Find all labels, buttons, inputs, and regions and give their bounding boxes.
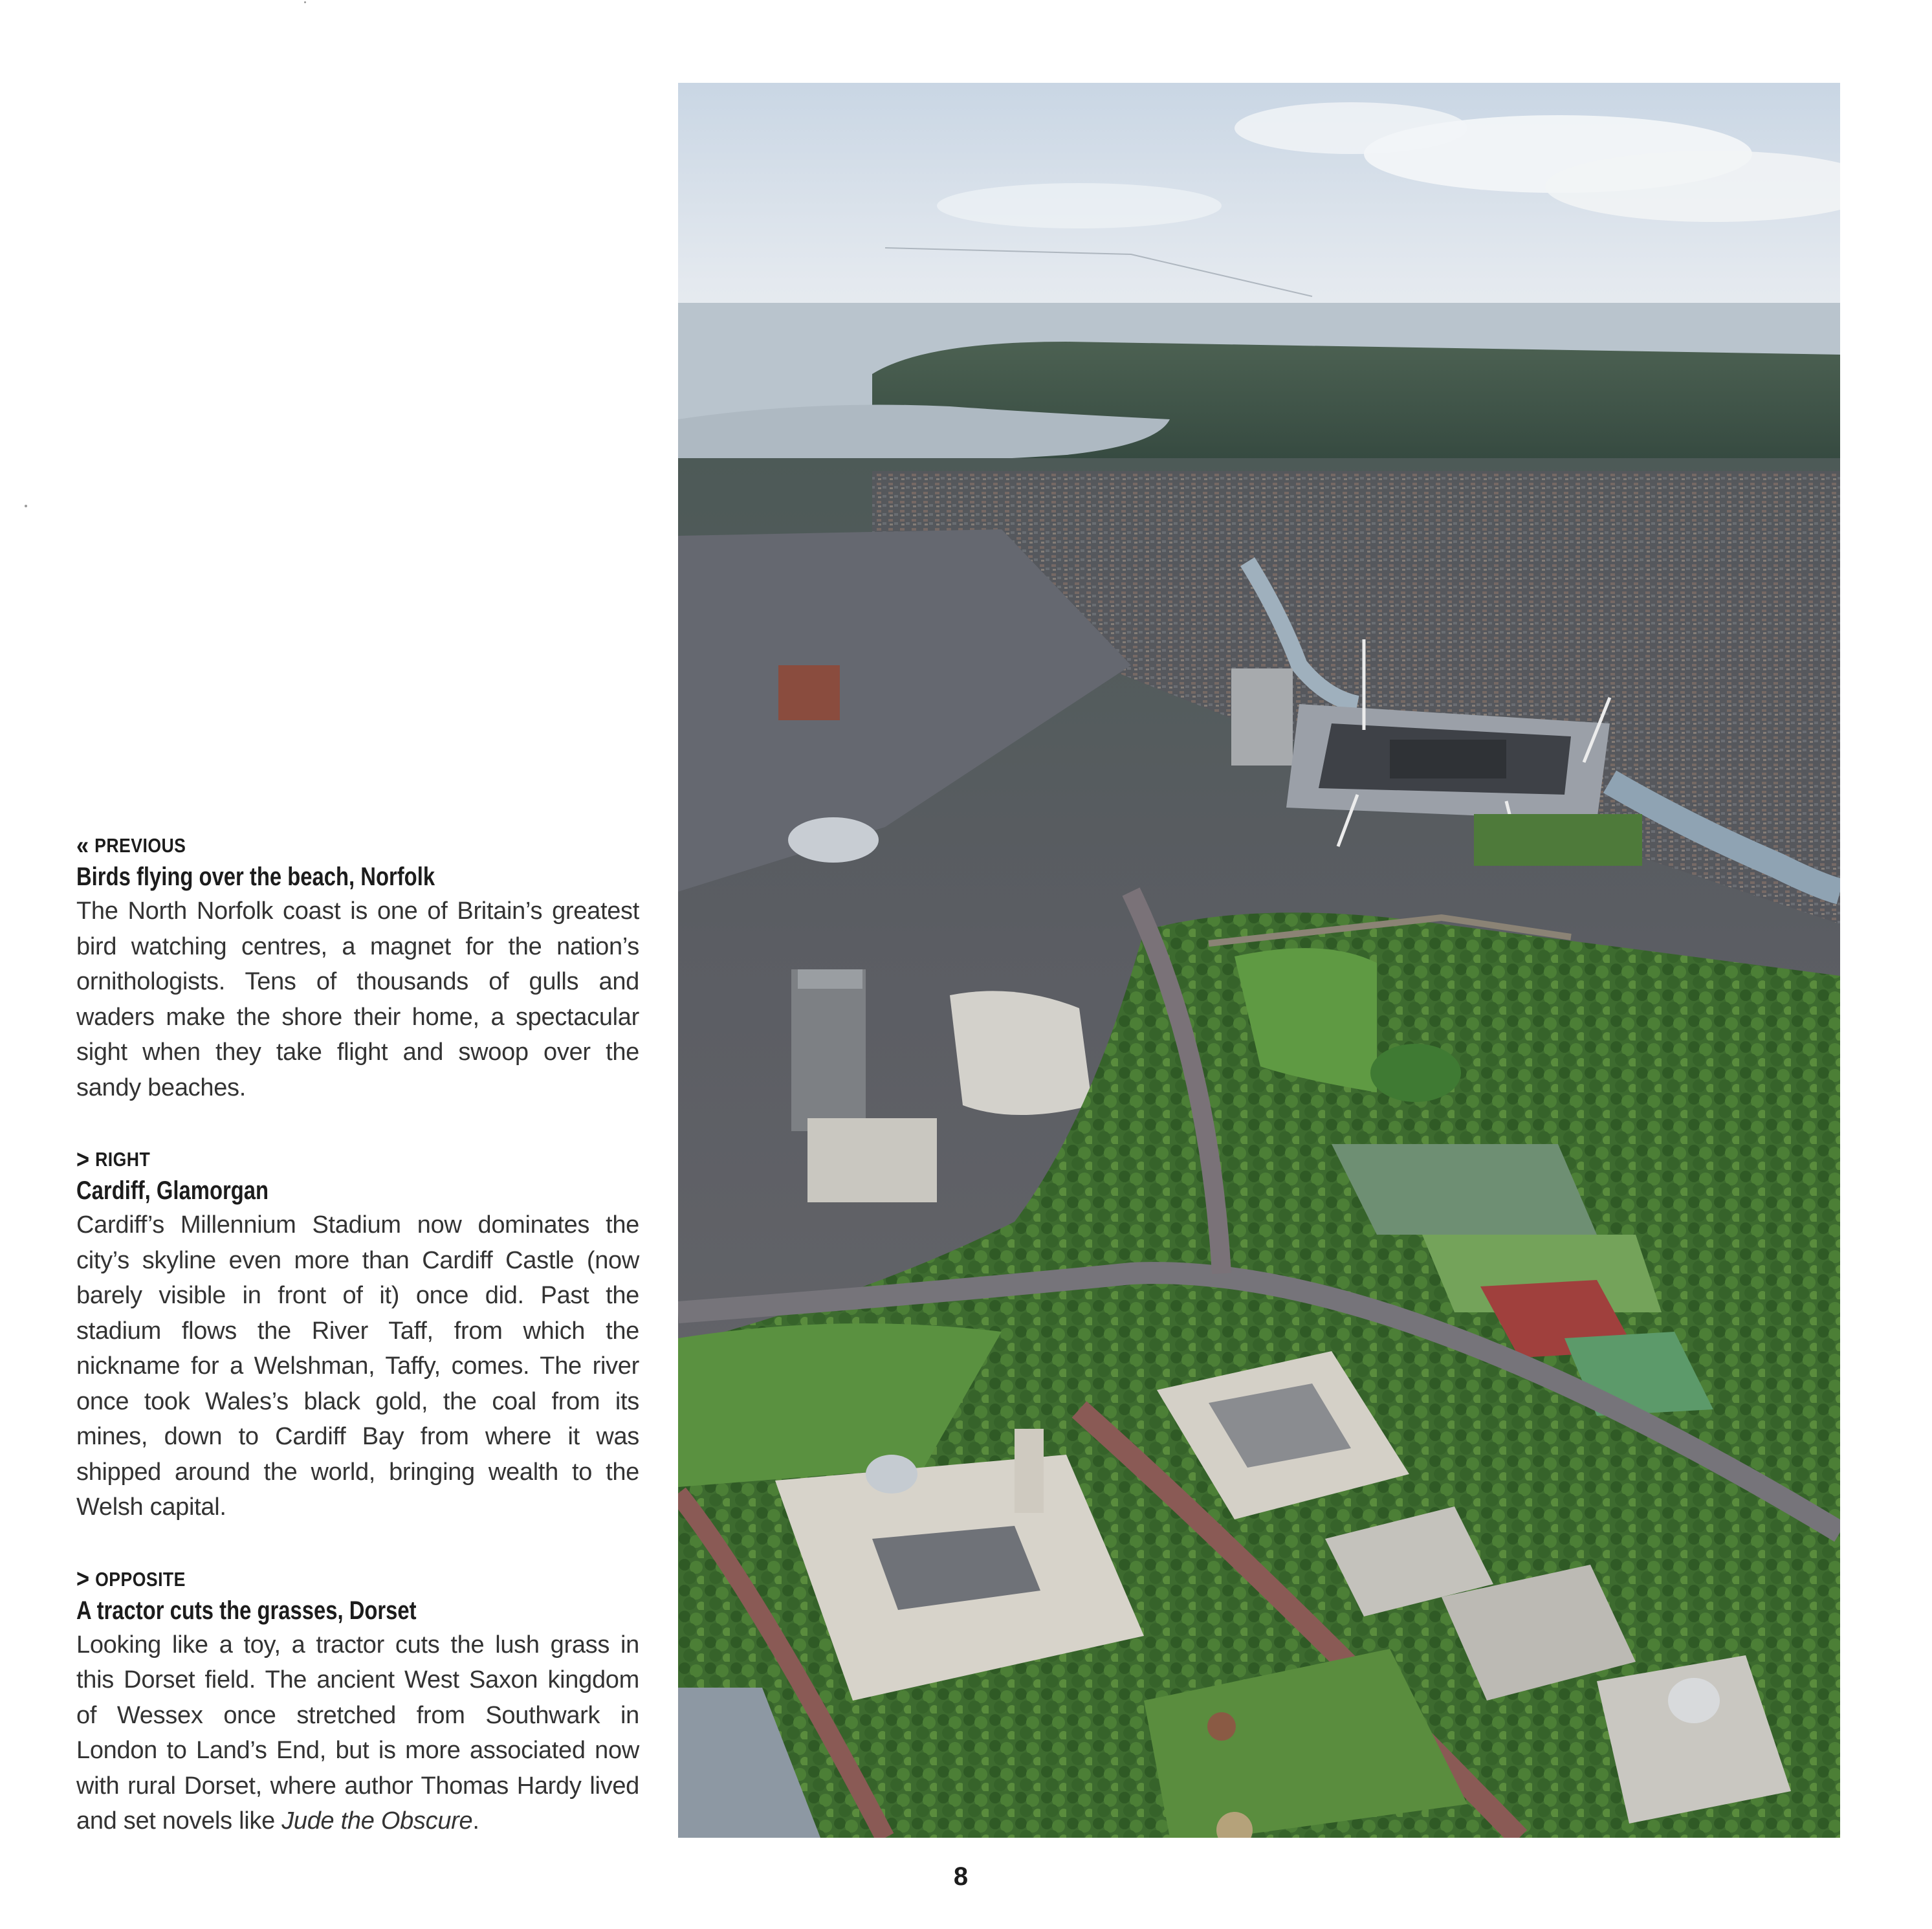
page-number: 8 xyxy=(953,1862,969,1891)
aerial-photo-illustration xyxy=(678,83,1840,1838)
caption-direction-label: PREVIOUS xyxy=(94,834,186,857)
garden-feature xyxy=(1207,1712,1236,1741)
high-rise xyxy=(791,969,866,1131)
caption-opposite xyxy=(76,1565,639,1839)
caption-body-text: Looking like a toy, a tractor cuts the lush grass in this Dorset field. The ancient West Saxon kingdom of Wessex once stretched from Southwark in London to Land’s End, but is more associated now with rural Dorset, where author Thomas Hardy lived and set novels like xyxy=(76,1631,639,1835)
caption-body: The North Norfolk coast is one of Britain’s greatest bird watching centres, a magnet for the nation’s ornithologists. Tens of thousands of gulls and waders make the shore their home, a spectacular sight when they take flight and swoop over the sandy beaches. xyxy=(76,898,639,1101)
scan-speck xyxy=(304,1,306,3)
caption-body-italic: Jude the Obscure xyxy=(281,1807,473,1835)
high-rise-top xyxy=(798,969,862,989)
caption-previous xyxy=(76,832,639,1105)
tennis-courts xyxy=(1332,1144,1597,1235)
curved-building xyxy=(950,991,1092,1115)
caption-right xyxy=(76,1145,639,1525)
arena-roof xyxy=(788,817,879,863)
tower-block xyxy=(1231,668,1293,766)
double-chevron-left-icon: « xyxy=(76,831,89,860)
caption-direction-label: OPPOSITE xyxy=(95,1567,186,1591)
caption-direction xyxy=(76,832,560,860)
cloud xyxy=(937,183,1222,228)
caption-title: Birds flying over the beach, Norfolk xyxy=(76,863,435,891)
cloud xyxy=(1235,102,1467,154)
castle-motte xyxy=(1370,1044,1461,1102)
aerial-photo-cardiff xyxy=(678,83,1840,1838)
caption-title: A tractor cuts the grasses, Dorset xyxy=(76,1596,417,1625)
scan-speck xyxy=(25,505,27,507)
caption-direction xyxy=(76,1145,560,1174)
chevron-right-icon: > xyxy=(76,1565,90,1593)
red-building xyxy=(778,665,840,720)
chevron-right-icon: > xyxy=(76,1145,90,1174)
caption-title: Cardiff, Glamorgan xyxy=(76,1176,269,1205)
caption-direction xyxy=(76,1565,560,1594)
caption-direction-label: RIGHT xyxy=(95,1148,151,1171)
caption-body: Cardiff’s Millennium Stadium now dominates the city’s skyline even more than Cardiff Castle (now barely visible in front of it) once did. Past the stadium flows the River Taff, from which the nickname for a Welshman, Taffy, comes. The river once took Wales’s black gold, the coal from its mines, down to Cardiff Bay from where it was shipped around the world, bringing wealth to the Welsh capital. xyxy=(76,1211,639,1521)
rugby-pitch xyxy=(1474,814,1642,866)
office-block xyxy=(807,1118,937,1202)
caption-body xyxy=(76,1627,639,1839)
caption-column xyxy=(76,832,639,1879)
caption-body-end: . xyxy=(472,1807,479,1835)
